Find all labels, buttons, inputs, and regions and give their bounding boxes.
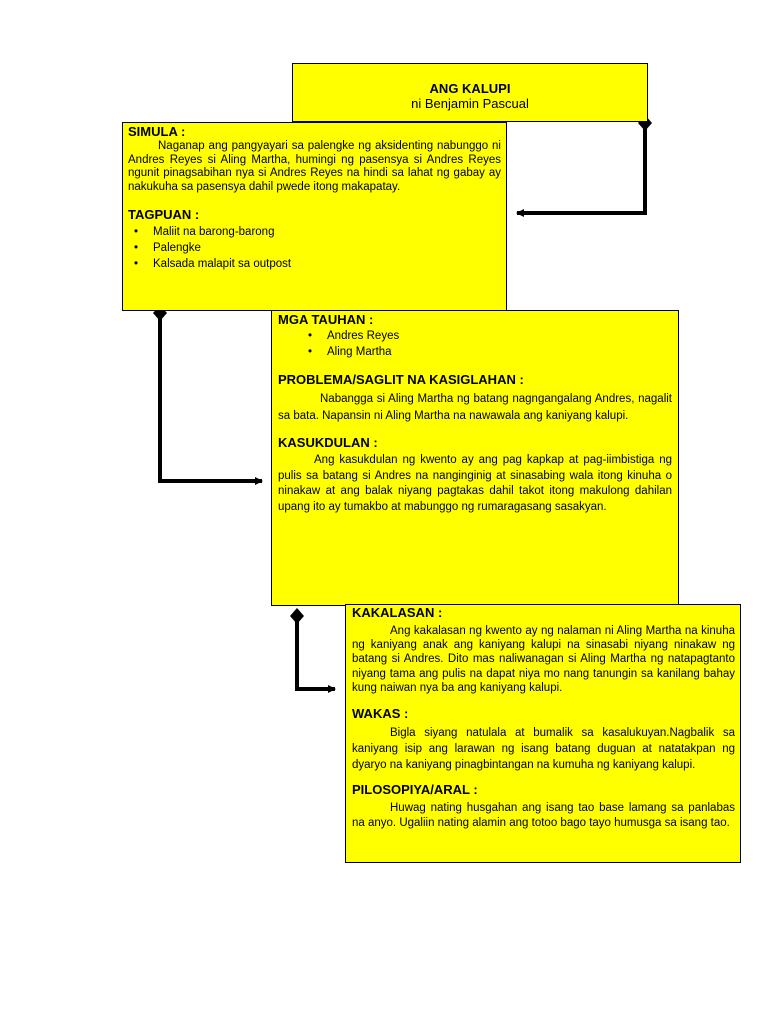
kasukdulan-heading: KASUKDULAN : [278,435,378,450]
list-item: • Kalsada malapit sa outpost [128,256,501,272]
list-item: • Maliit na barong-barong [128,224,501,240]
tauhan-heading: MGA TAUHAN : [278,312,374,327]
list-item: • Palengke [128,240,501,256]
simula-box [122,122,507,311]
kakalasan-box [345,604,741,863]
tagpuan-heading: TAGPUAN : [128,207,200,223]
tauhan-list [302,328,672,360]
wakas-text: Bigla siyang natulala at bumalik sa kasalukuyan.Nagbalik sa kaniyang isip ang larawan ng isang batang duguan at natatakpan ng dyaryo na kaniyang pinagbintangan na kumuha ng kaniyang kalupi. [352,727,735,772]
wakas-heading: WAKAS : [352,706,409,722]
arrow-simula-to-tauhan [153,305,262,481]
list-item: • Andres Reyes [302,328,672,344]
aral-heading: PILOSOPIYA/ARAL : [352,782,478,798]
simula-heading: SIMULA : [128,124,186,139]
tagpuan-list [128,224,501,272]
arrow-kasukdulan-to-kakalasan [290,608,335,689]
list-item: • Aling Martha [302,344,672,360]
problema-text: Nabangga si Aling Martha ng batang nagngangalang Andres, nagalit sa bata. Napansin ni Aling Martha na nawawala ang kaniyang kalupi. [278,393,672,422]
arrow-title-to-simula [517,115,652,213]
aral-text: Huwag nating husgahan ang isang tao base lamang sa panlabas na anyo. Ugaliin nating alamin ang totoo bago tayo humusga sa isang tao. [352,802,735,829]
kasukdulan-text: Ang kasukdulan ng kwento ay ang pag kapkap at pag-iimbistiga ng pulis sa batang si Andres na nanginginig at sinasabing wala itong kinuha o ninakaw at ang balak niyang pagtakas dahil takot itong makulong dahilan upang ito ay tumakbo at mabunggo ng rumaragasang sasakyan. [278,454,672,513]
problema-heading: PROBLEMA/SAGLIT NA KASIGLAHAN : [278,372,524,387]
kakalasan-heading: KAKALASAN : [352,605,443,620]
story-author: ni Benjamin Pascual [411,96,529,111]
tauhan-box [271,310,679,606]
title-box [292,63,648,122]
simula-text: Naganap ang pangyayari sa palengke ng aksidenting nabunggo ni Andres Reyes si Aling Martha, humingi ng pasensya si Andres Reyes ngunit pinagsabihan nya si Andres Reyes na hindi sa lahat ng gabay ay nakukuha sa pasensya dahil pwede itong makapatay. [128,140,501,193]
kakalasan-text: Ang kakalasan ng kwento ay ng nalaman ni Aling Martha na kinuha ng kaniyang anak ang kaniyang kalupi na sinasabi niyang ninakaw ng batang si Andres. Dito mas naliwanagan si Aling Martha ng natapagtanto niyang tama ang pulis na dapat niya mo nang tanungin sa kanilang bahay kung naiwan nya ba ang kaniyang kalupi. [352,625,735,694]
story-title: ANG KALUPI [429,81,511,96]
